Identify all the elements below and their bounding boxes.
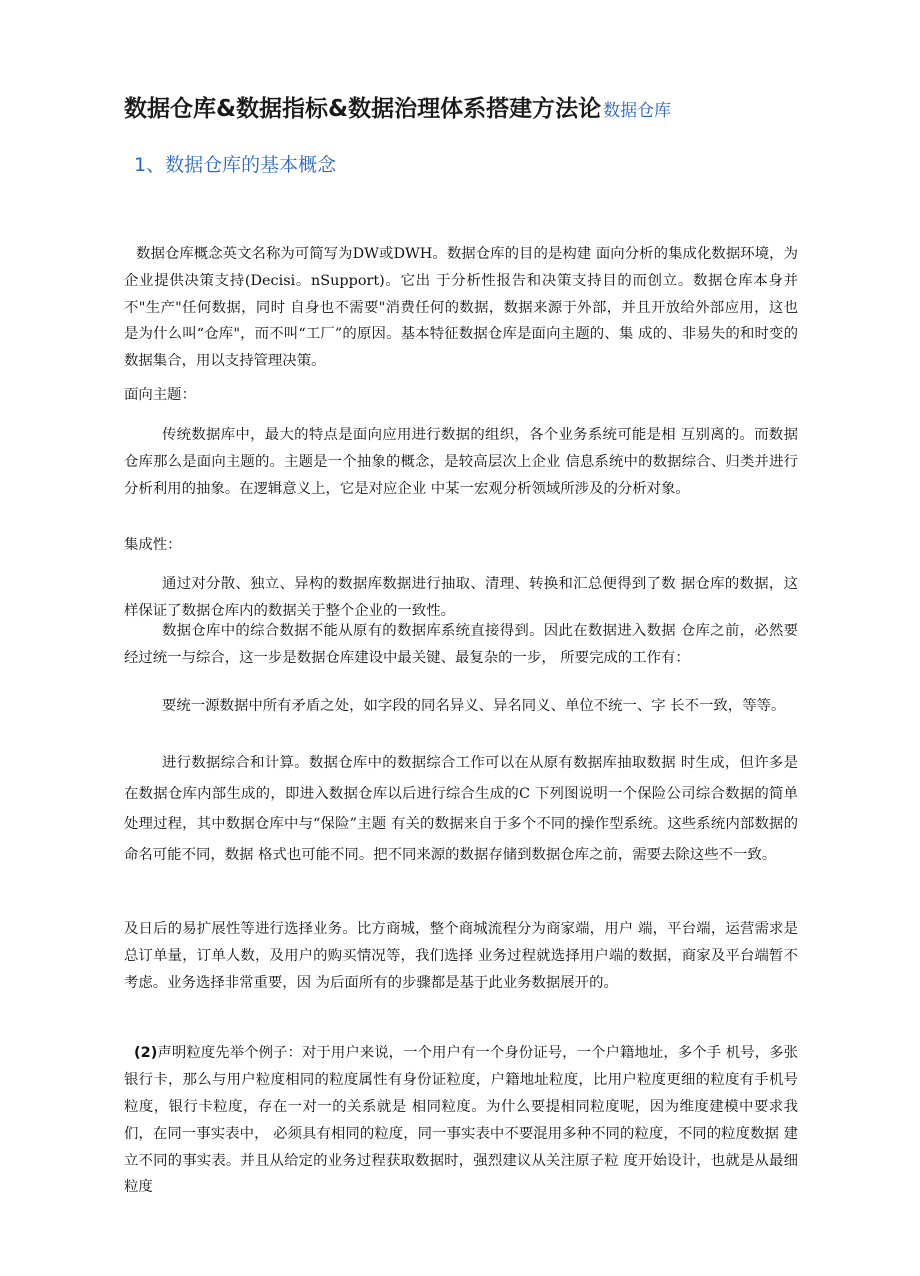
subject-oriented-label: 面向主题：	[124, 387, 196, 403]
integration-label: 集成性：	[124, 537, 182, 553]
integration-paragraph-1: 通过对分散、独立、异构的数据库数据进行抽取、清理、转换和汇总便得到了数 据仓库的数据，这样保证了数据仓库内的数据关于整个企业的一致性。	[124, 576, 798, 619]
business-selection-paragraph: 及日后的易扩展性等进行选择业务。比方商城，整个商城流程分为商家端，用户 端，平台端，运营需求是总订单量，订单人数，及用户的购买情况等，我们选择 业务过程就选择用户端的数据，商家及平台端暂不考虑。业务选择非常重要，因 为后面所有的步骤都是基于此业务数据展开的。	[124, 921, 798, 992]
page-title-suffix: 数据仓库	[603, 101, 672, 121]
integration-paragraph-2: 数据仓库中的综合数据不能从原有的数据库系统直接得到。因此在数据进入数据 仓库之前，必然要经过统一与综合，这一步是数据仓库建设中最关键、最复杂的一步， 所要完成的工作有：	[124, 623, 798, 666]
grain-paragraph-text: 声明粒度先举个例子：对于用户来说，一个用户有一个身份证号，一个户籍地址，多个手 机号，多张银行卡，那么与用户粒度相同的粒度属性有身份证粒度，户籍地址粒度，比用户粒度更细的粒度有手机号粒度，银行卡粒度，存在一对一的关系就是 相同粒度。为什么要提相同粒度呢，因为维度建模中要求我们，在同一事实表中， 必须具有相同的粒度，同一事实表中不要混用多种不同的粒度，不同的粒度数据 建立不同的事实表。并且从给定的业务过程获取数据时，强烈建议从关注原子粒 度开始设计，也就是从最细粒度	[124, 1045, 798, 1196]
page-title	[124, 92, 824, 128]
grain-step-number: (2)	[134, 1045, 158, 1062]
subject-oriented-paragraph: 传统数据库中，最大的特点是面向应用进行数据的组织，各个业务系统可能是相 互别离的。而数据仓库那么是面向主题的。主题是一个抽象的概念，是较高层次上企业 信息系统中的数据综合、归类并进行分析利用的抽象。在逻辑意义上，它是对应企业 中某一宏观分析领域所涉及的分析对象。	[124, 427, 798, 497]
section-heading: 1、数据仓库的基本概念	[134, 154, 337, 176]
integration-paragraph-3: 要统一源数据中所有矛盾之处，如字段的同名异义、异名同义、单位不统一、字 长不一致，等等。	[162, 698, 786, 715]
grain-paragraph	[124, 1040, 798, 1201]
page-title-main: 数据仓库&数据指标&数据治理体系搭建方法论	[124, 96, 602, 122]
intro-paragraph: 数据仓库概念英文名称为可简写为DW或DWH。数据仓库的目的是构建 面向分析的集成化数据环境，为企业提供决策支持(Decisi。nSupport)。它出 于分析性报告和决策支持目的而创立。数据仓库本身并不"生产"任何数据，同时 自身也不需要"消费任何的数据，数据来源于外部，并且开放给外部应用，这也 是为什么叫“仓库"，而不叫“工厂”的原因。基本特征数据仓库是面向主题的、集 成的、非易失的和时变的数据集合，用以支持管理决策。	[124, 246, 798, 369]
integration-paragraph-4: 进行数据综合和计算。数据仓库中的数据综合工作可以在从原有数据库抽取数据 时生成，但许多是在数据仓库内部生成的，即进入数据仓库以后进行综合生成的C 下列图说明一个保险公司综合数据的简单处理过程，其中数据仓库中与“保险”主题 有关的数据来自于多个不同的操作型系统。这些系统内部数据的命名可能不同，数据 格式也可能不同。把不同来源的数据存储到数据仓库之前，需要去除这些不一致。	[124, 755, 798, 863]
